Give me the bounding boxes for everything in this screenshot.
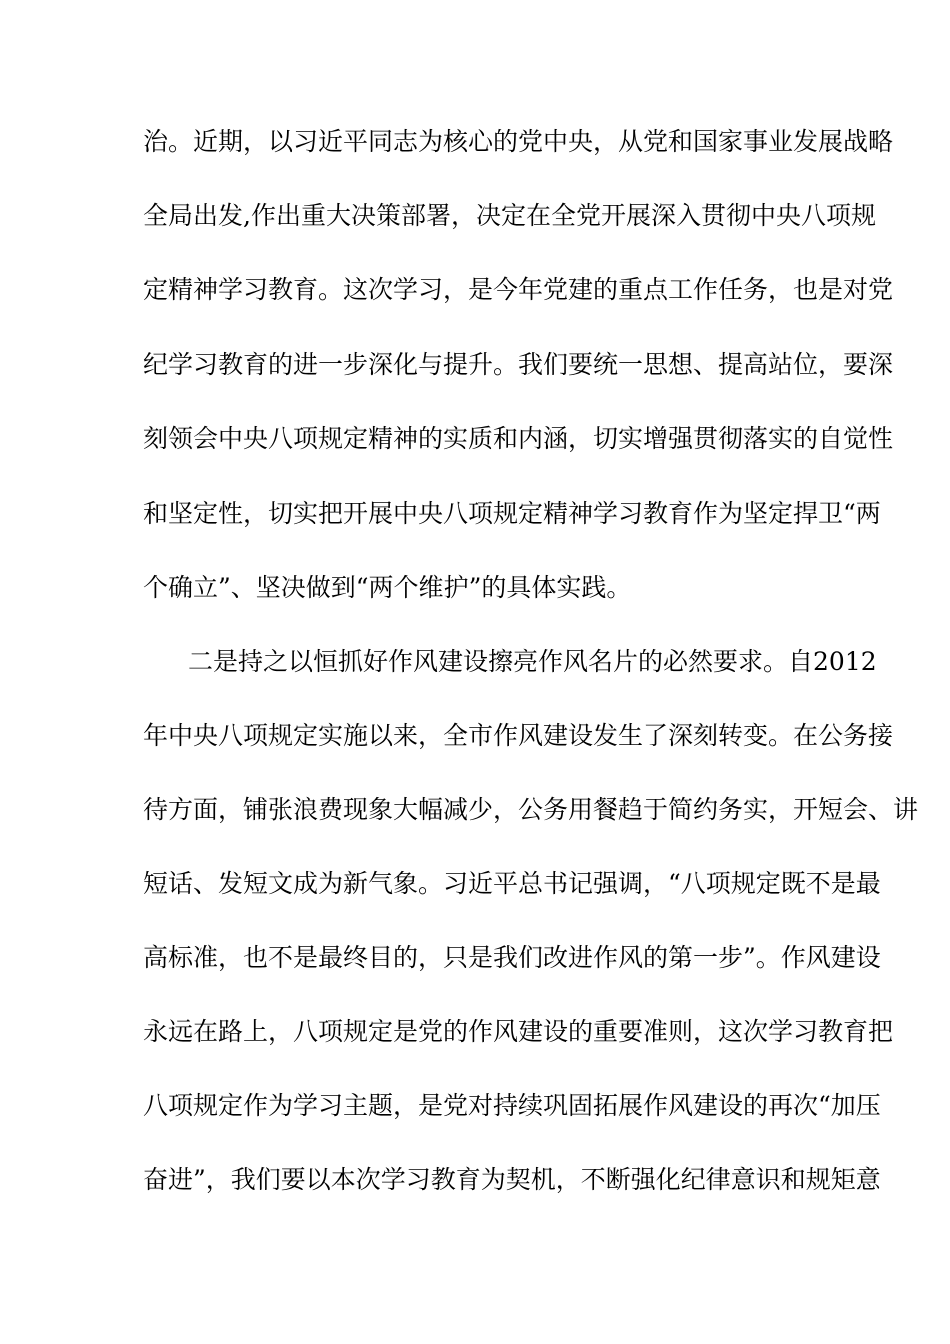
text-line-1: 治。近期，以习近平同志为核心的党中央，从党和国家事业发展战略 bbox=[143, 127, 894, 156]
text-line-3: 定精神学习教育。这次学习，是今年党建的重点工作任务，也是对党 bbox=[143, 275, 894, 304]
text-line-2: 全局出发,作出重大决策部署，决定在全党开展深入贯彻中央八项规 bbox=[143, 201, 876, 230]
text-line-6: 和坚定性，切实把开展中央八项规定精神学习教育作为坚定捍卫“两 bbox=[143, 499, 881, 528]
text-line-10: 待方面，铺张浪费现象大幅减少，公务用餐趋于简约务实，开短会、讲 bbox=[143, 795, 919, 824]
text-line-14: 八项规定作为学习主题，是党对持续巩固拓展作风建设的再次“加压 bbox=[143, 1091, 881, 1120]
text-line-7: 个确立”、坚决做到“两个维护”的具体实践。 bbox=[143, 573, 632, 602]
text-line-9: 年中央八项规定实施以来，全市作风建设发生了深刻转变。在公务接 bbox=[143, 721, 894, 750]
text-line-12: 高标准，也不是最终目的，只是我们改进作风的第一步”。作风建设 bbox=[143, 943, 881, 972]
text-line-4: 纪学习教育的进一步深化与提升。我们要统一思想、提高站位，要深 bbox=[143, 350, 894, 379]
text-line-15: 奋进”，我们要以本次学习教育为契机，不断强化纪律意识和规矩意 bbox=[143, 1165, 881, 1194]
text-line-8: 二是持之以恒抓好作风建设擦亮作风名片的必然要求。自2012 bbox=[188, 647, 877, 676]
text-line-11: 短话、发短文成为新气象。习近平总书记强调，“八项规定既不是最 bbox=[143, 869, 881, 898]
text-line-13: 永远在路上，八项规定是党的作风建设的重要准则，这次学习教育把 bbox=[143, 1017, 894, 1046]
text-line-5: 刻领会中央八项规定精神的实质和内涵，切实增强贯彻落实的自觉性 bbox=[143, 424, 894, 453]
